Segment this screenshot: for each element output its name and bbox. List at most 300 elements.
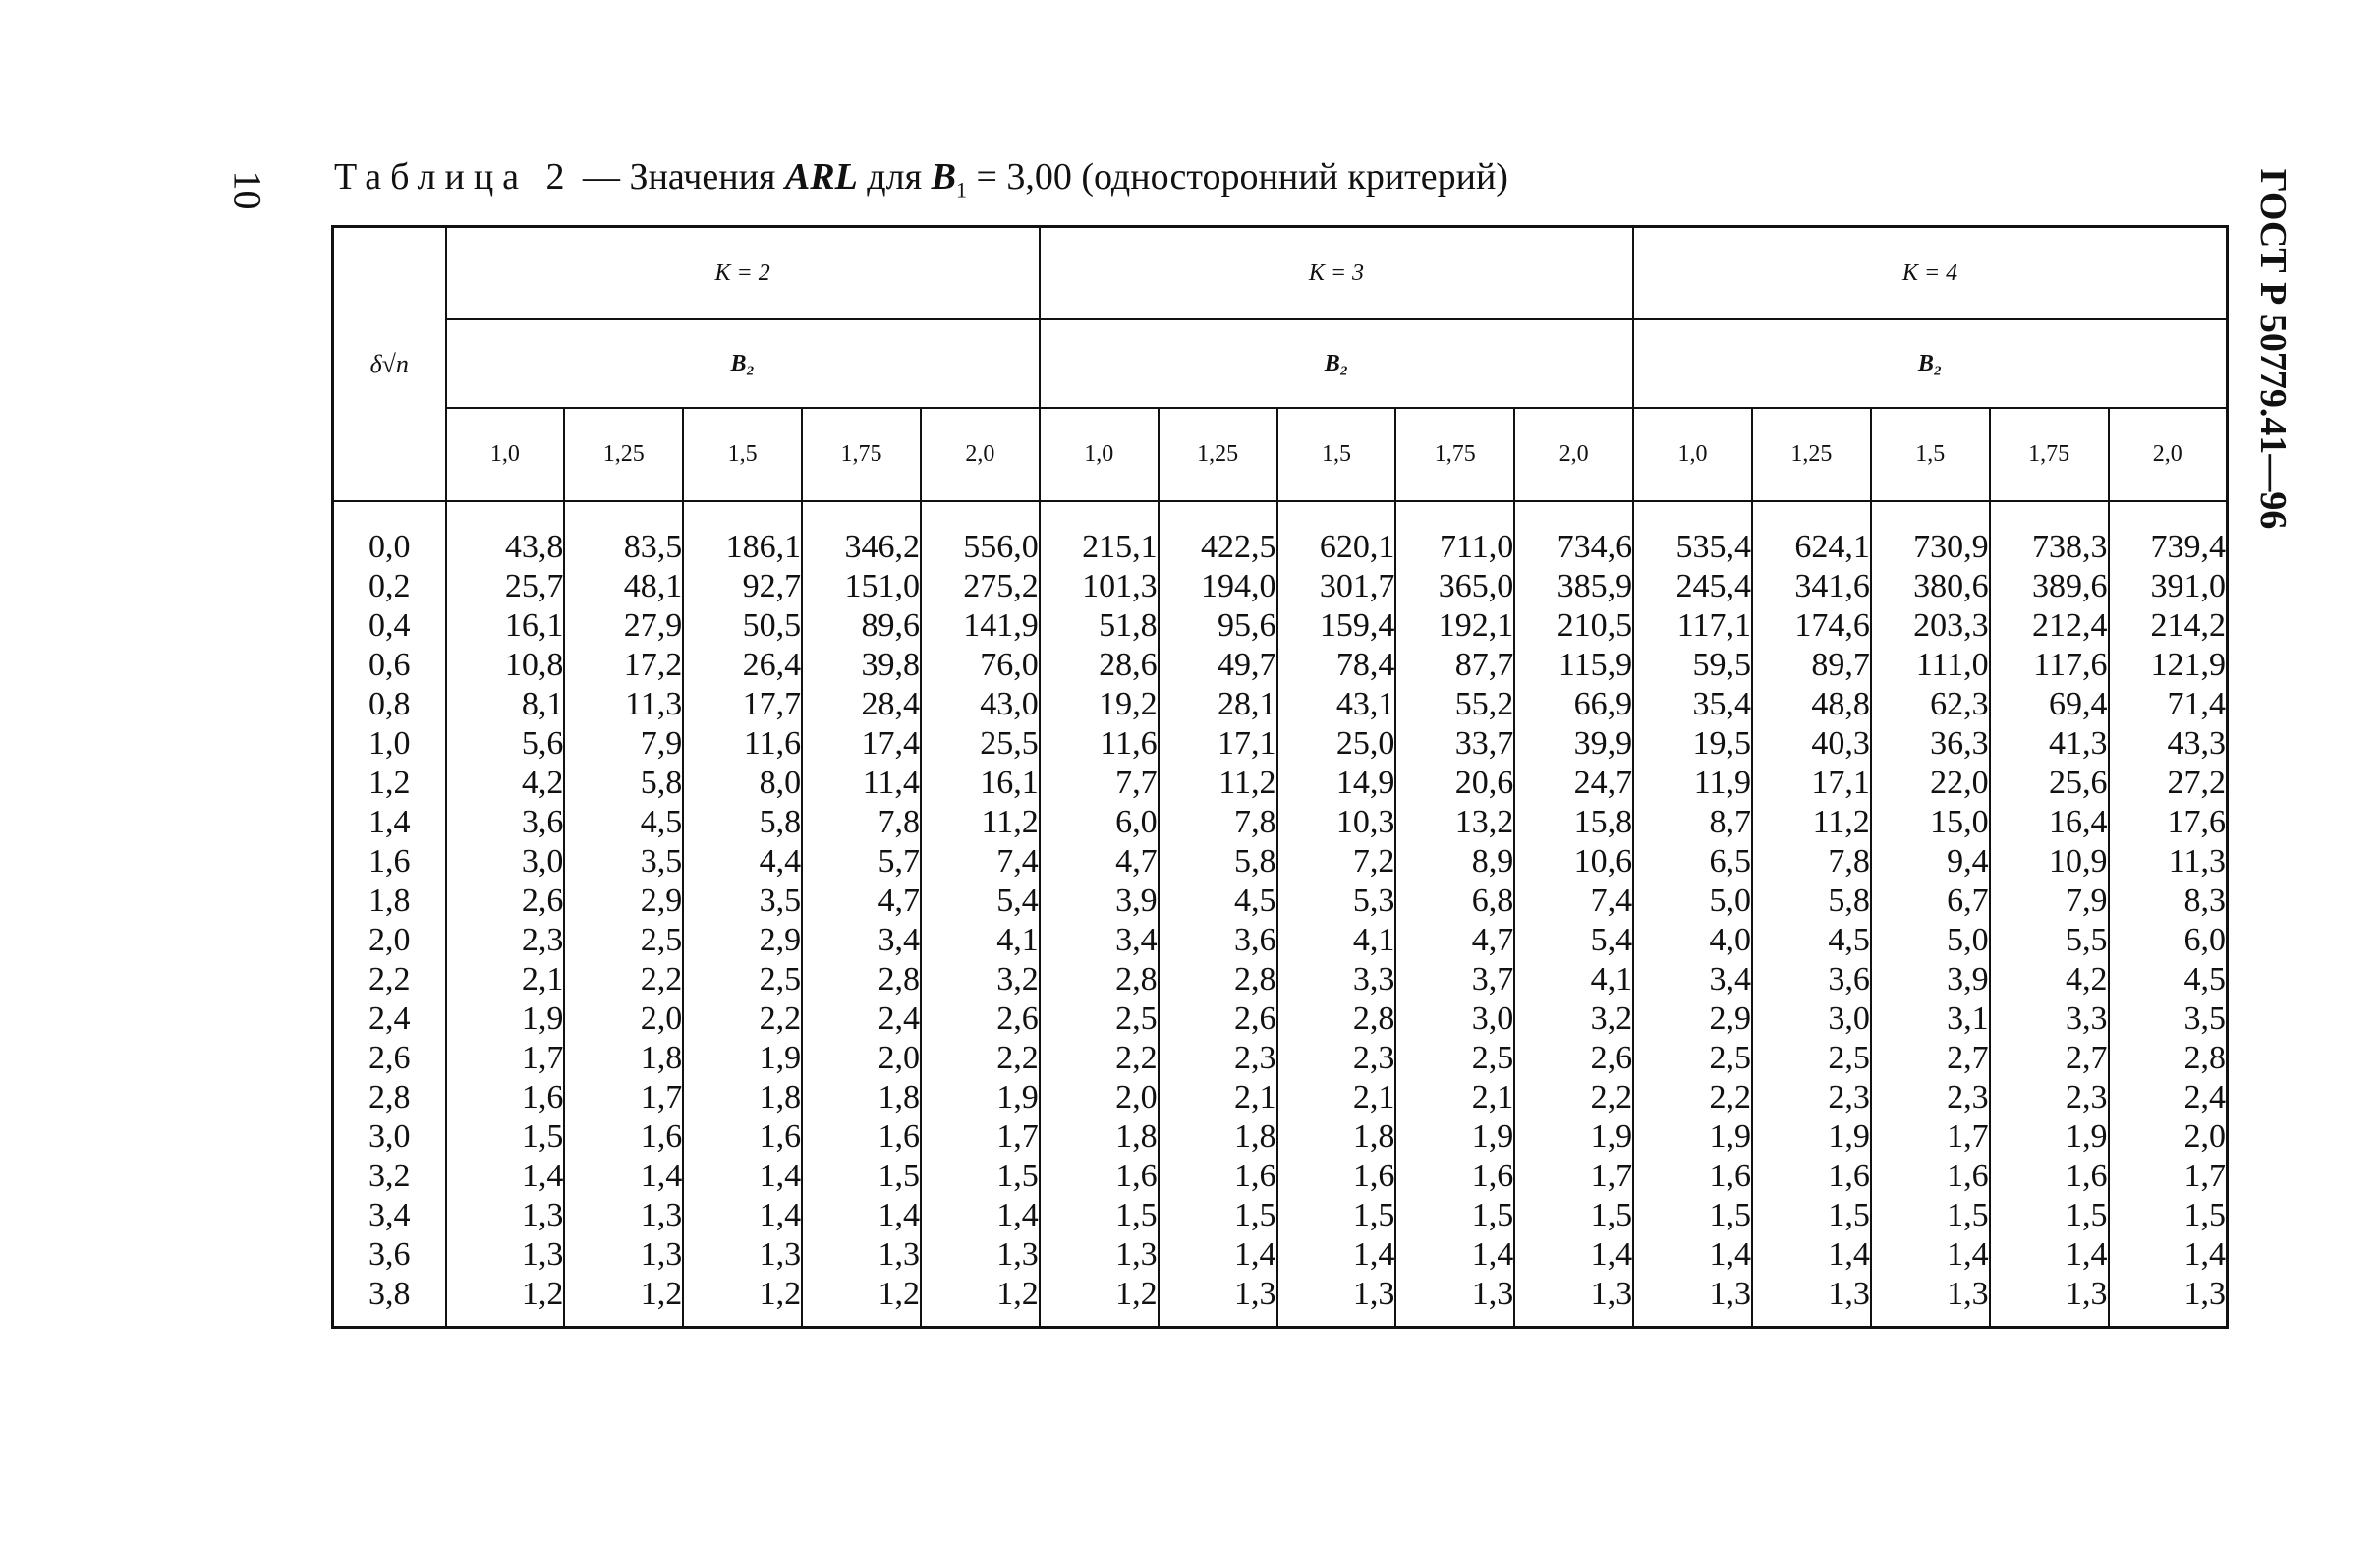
arl-value-cell: 16,1 — [921, 764, 1040, 803]
arl-value-cell: 1,2 — [446, 1275, 565, 1328]
arl-value-cell: 1,4 — [564, 1157, 683, 1196]
arl-value-cell: 1,8 — [802, 1078, 921, 1117]
arl-value-cell: 7,9 — [564, 724, 683, 764]
arl-value-cell: 49,7 — [1159, 646, 1277, 685]
row-label-delta: 2,6 — [333, 1039, 446, 1078]
caption-text-mid: для — [857, 156, 932, 198]
row-label-delta: 0,0 — [333, 501, 446, 567]
arl-value-cell: 10,8 — [446, 646, 565, 685]
arl-value-cell: 11,4 — [802, 764, 921, 803]
arl-value-cell: 5,6 — [446, 724, 565, 764]
b-header-row — [333, 319, 2228, 408]
arl-value-cell: 1,6 — [1990, 1157, 2109, 1196]
arl-value-cell: 13,2 — [1395, 803, 1514, 842]
arl-value-cell: 711,0 — [1395, 501, 1514, 567]
arl-value-cell: 1,6 — [1159, 1157, 1277, 1196]
arl-value-cell: 55,2 — [1395, 685, 1514, 724]
arl-value-cell: 1,9 — [1514, 1117, 1633, 1157]
row-label-delta: 1,6 — [333, 842, 446, 882]
arl-value-cell: 2,5 — [1633, 1039, 1752, 1078]
arl-value-cell: 365,0 — [1395, 567, 1514, 606]
arl-value-cell: 1,6 — [1277, 1157, 1396, 1196]
table-row — [333, 1196, 2228, 1235]
arl-value-cell: 1,5 — [921, 1157, 1040, 1196]
arl-value-cell: 3,3 — [1990, 999, 2109, 1039]
arl-value-cell: 71,4 — [2109, 685, 2228, 724]
caption-b1-subscript: 1 — [955, 177, 967, 202]
arl-value-cell: 1,4 — [446, 1157, 565, 1196]
arl-value-cell: 4,1 — [921, 921, 1040, 960]
arl-value-cell: 1,8 — [1159, 1117, 1277, 1157]
arl-value-cell: 141,9 — [921, 606, 1040, 646]
b2-value-header: 1,5 — [1277, 408, 1396, 501]
arl-value-cell: 5,4 — [1514, 921, 1633, 960]
arl-value-cell: 11,9 — [1633, 764, 1752, 803]
arl-value-cell: 1,5 — [2109, 1196, 2228, 1235]
table-row — [333, 567, 2228, 606]
arl-value-cell: 4,5 — [1752, 921, 1871, 960]
arl-value-cell: 214,2 — [2109, 606, 2228, 646]
arl-value-cell: 28,1 — [1159, 685, 1277, 724]
arl-value-cell: 1,7 — [446, 1039, 565, 1078]
table-row — [333, 1039, 2228, 1078]
arl-value-cell: 1,4 — [2109, 1235, 2228, 1275]
arl-value-cell: 3,2 — [1514, 999, 1633, 1039]
k-group-header: K = 2 — [446, 227, 1040, 320]
arl-value-cell: 50,5 — [683, 606, 802, 646]
arl-value-cell: 1,6 — [1871, 1157, 1990, 1196]
arl-value-cell: 2,0 — [2109, 1117, 2228, 1157]
arl-value-cell: 734,6 — [1514, 501, 1633, 567]
arl-value-cell: 203,3 — [1871, 606, 1990, 646]
arl-value-cell: 389,6 — [1990, 567, 2109, 606]
arl-value-cell: 4,1 — [1514, 960, 1633, 999]
row-label-delta: 2,4 — [333, 999, 446, 1039]
arl-value-cell: 1,3 — [802, 1235, 921, 1275]
arl-value-cell: 3,0 — [446, 842, 565, 882]
row-label-delta: 2,2 — [333, 960, 446, 999]
arl-value-cell: 7,8 — [802, 803, 921, 842]
arl-value-cell: 25,5 — [921, 724, 1040, 764]
arl-value-cell: 6,7 — [1871, 882, 1990, 921]
arl-value-cell: 5,3 — [1277, 882, 1396, 921]
arl-value-cell: 2,2 — [683, 999, 802, 1039]
arl-value-cell: 3,3 — [1277, 960, 1396, 999]
arl-value-cell: 4,2 — [446, 764, 565, 803]
arl-value-cell: 8,1 — [446, 685, 565, 724]
arl-value-cell: 7,7 — [1040, 764, 1159, 803]
arl-value-cell: 26,4 — [683, 646, 802, 685]
arl-value-cell: 186,1 — [683, 501, 802, 567]
arl-value-cell: 3,0 — [1395, 999, 1514, 1039]
arl-value-cell: 5,8 — [1159, 842, 1277, 882]
arl-value-cell: 10,9 — [1990, 842, 2109, 882]
arl-value-cell: 341,6 — [1752, 567, 1871, 606]
b2-value-header: 1,25 — [1159, 408, 1277, 501]
arl-value-cell: 4,4 — [683, 842, 802, 882]
arl-value-cell: 20,6 — [1395, 764, 1514, 803]
table-body — [333, 501, 2228, 1328]
b2-group-header: B₂ — [446, 319, 1040, 408]
arl-value-cell: 1,2 — [1040, 1275, 1159, 1328]
arl-value-cell: 2,9 — [564, 882, 683, 921]
row-label-delta: 1,8 — [333, 882, 446, 921]
table-row — [333, 1275, 2228, 1328]
arl-value-cell: 41,3 — [1990, 724, 2109, 764]
arl-value-cell: 2,3 — [1752, 1078, 1871, 1117]
arl-value-cell: 6,0 — [2109, 921, 2228, 960]
arl-value-cell: 556,0 — [921, 501, 1040, 567]
table-row — [333, 1117, 2228, 1157]
row-header-delta: δ√n — [333, 227, 446, 502]
arl-value-cell: 115,9 — [1514, 646, 1633, 685]
arl-value-cell: 92,7 — [683, 567, 802, 606]
arl-value-cell: 2,5 — [1752, 1039, 1871, 1078]
arl-value-cell: 3,2 — [921, 960, 1040, 999]
arl-value-cell: 27,9 — [564, 606, 683, 646]
arl-value-cell: 1,9 — [683, 1039, 802, 1078]
arl-value-cell: 19,5 — [1633, 724, 1752, 764]
table-row — [333, 1157, 2228, 1196]
page-number: 10 — [225, 170, 270, 210]
row-label-delta: 3,8 — [333, 1275, 446, 1328]
arl-value-cell: 2,1 — [1395, 1078, 1514, 1117]
table-header — [333, 227, 2228, 502]
arl-value-cell: 210,5 — [1514, 606, 1633, 646]
arl-value-cell: 15,8 — [1514, 803, 1633, 842]
arl-value-cell: 43,1 — [1277, 685, 1396, 724]
arl-value-cell: 117,1 — [1633, 606, 1752, 646]
arl-value-cell: 380,6 — [1871, 567, 1990, 606]
arl-value-cell: 1,9 — [1752, 1117, 1871, 1157]
arl-value-cell: 2,6 — [921, 999, 1040, 1039]
arl-value-cell: 33,7 — [1395, 724, 1514, 764]
arl-value-cell: 301,7 — [1277, 567, 1396, 606]
arl-value-cell: 1,4 — [1159, 1235, 1277, 1275]
arl-value-cell: 4,0 — [1633, 921, 1752, 960]
arl-value-cell: 1,5 — [1395, 1196, 1514, 1235]
arl-value-cell: 1,3 — [1752, 1275, 1871, 1328]
table-row — [333, 1235, 2228, 1275]
arl-value-cell: 739,4 — [2109, 501, 2228, 567]
arl-value-cell: 6,5 — [1633, 842, 1752, 882]
arl-value-cell: 5,8 — [683, 803, 802, 842]
arl-value-cell: 3,7 — [1395, 960, 1514, 999]
row-label-delta: 1,0 — [333, 724, 446, 764]
arl-value-cell: 83,5 — [564, 501, 683, 567]
arl-value-cell: 4,7 — [1395, 921, 1514, 960]
row-label-delta: 3,2 — [333, 1157, 446, 1196]
caption-text-prefix: — Значения — [573, 156, 785, 198]
arl-value-cell: 1,7 — [564, 1078, 683, 1117]
arl-value-cell: 1,3 — [564, 1196, 683, 1235]
arl-value-cell: 1,3 — [683, 1235, 802, 1275]
arl-value-cell: 1,3 — [564, 1235, 683, 1275]
arl-value-cell: 159,4 — [1277, 606, 1396, 646]
arl-value-cell: 11,3 — [564, 685, 683, 724]
table-row — [333, 764, 2228, 803]
arl-value-cell: 1,6 — [1395, 1157, 1514, 1196]
arl-value-cell: 5,8 — [564, 764, 683, 803]
arl-value-cell: 48,8 — [1752, 685, 1871, 724]
arl-value-cell: 1,4 — [1277, 1235, 1396, 1275]
arl-value-cell: 3,9 — [1040, 882, 1159, 921]
arl-value-cell: 4,5 — [564, 803, 683, 842]
arl-value-cell: 2,3 — [1871, 1078, 1990, 1117]
arl-value-cell: 1,8 — [564, 1039, 683, 1078]
arl-value-cell: 1,9 — [1990, 1117, 2109, 1157]
arl-value-cell: 1,6 — [683, 1117, 802, 1157]
arl-value-cell: 2,2 — [564, 960, 683, 999]
arl-value-cell: 2,0 — [1040, 1078, 1159, 1117]
arl-value-cell: 25,7 — [446, 567, 565, 606]
arl-value-cell: 2,3 — [446, 921, 565, 960]
arl-value-cell: 39,8 — [802, 646, 921, 685]
arl-value-cell: 1,4 — [683, 1157, 802, 1196]
b2-values-row — [333, 408, 2228, 501]
caption-arl: ARL — [784, 156, 858, 198]
arl-value-cell: 62,3 — [1871, 685, 1990, 724]
table-row — [333, 501, 2228, 567]
arl-value-cell: 89,6 — [802, 606, 921, 646]
arl-value-cell: 7,9 — [1990, 882, 2109, 921]
arl-value-cell: 2,9 — [1633, 999, 1752, 1039]
arl-value-cell: 1,2 — [564, 1275, 683, 1328]
arl-value-cell: 738,3 — [1990, 501, 2109, 567]
row-label-delta: 2,0 — [333, 921, 446, 960]
arl-value-cell: 43,8 — [446, 501, 565, 567]
row-label-delta: 0,2 — [333, 567, 446, 606]
arl-value-cell: 5,8 — [1752, 882, 1871, 921]
arl-value-cell: 192,1 — [1395, 606, 1514, 646]
arl-value-cell: 1,6 — [802, 1117, 921, 1157]
b2-value-header: 1,25 — [564, 408, 683, 501]
arl-value-cell: 2,0 — [802, 1039, 921, 1078]
arl-value-cell: 5,0 — [1633, 882, 1752, 921]
arl-value-cell: 2,8 — [1040, 960, 1159, 999]
arl-value-cell: 1,9 — [446, 999, 565, 1039]
arl-value-cell: 391,0 — [2109, 567, 2228, 606]
arl-value-cell: 1,5 — [1752, 1196, 1871, 1235]
arl-value-cell: 275,2 — [921, 567, 1040, 606]
arl-value-cell: 7,4 — [921, 842, 1040, 882]
arl-value-cell: 4,2 — [1990, 960, 2109, 999]
arl-value-cell: 151,0 — [802, 567, 921, 606]
arl-value-cell: 1,3 — [1871, 1275, 1990, 1328]
arl-value-cell: 624,1 — [1752, 501, 1871, 567]
arl-value-cell: 11,6 — [683, 724, 802, 764]
document-code-text: ГОСТ Р 50779.41—96 — [2252, 168, 2294, 530]
arl-value-cell: 1,5 — [1277, 1196, 1396, 1235]
k-group-header: K = 4 — [1633, 227, 2227, 320]
arl-value-cell: 2,2 — [1514, 1078, 1633, 1117]
arl-value-cell: 1,5 — [802, 1157, 921, 1196]
arl-value-cell: 1,9 — [1633, 1117, 1752, 1157]
arl-value-cell: 17,6 — [2109, 803, 2228, 842]
arl-value-cell: 4,5 — [2109, 960, 2228, 999]
table-row — [333, 724, 2228, 764]
b2-value-header: 1,75 — [1990, 408, 2109, 501]
arl-value-cell: 4,7 — [1040, 842, 1159, 882]
arl-value-cell: 2,2 — [1633, 1078, 1752, 1117]
b2-value-header: 1,75 — [802, 408, 921, 501]
arl-value-cell: 2,8 — [802, 960, 921, 999]
arl-value-cell: 1,3 — [2109, 1275, 2228, 1328]
arl-value-cell: 730,9 — [1871, 501, 1990, 567]
table-row — [333, 882, 2228, 921]
arl-value-cell: 1,4 — [802, 1196, 921, 1235]
arl-value-cell: 7,2 — [1277, 842, 1396, 882]
arl-value-cell: 51,8 — [1040, 606, 1159, 646]
arl-value-cell: 11,2 — [921, 803, 1040, 842]
arl-value-cell: 24,7 — [1514, 764, 1633, 803]
arl-value-cell: 422,5 — [1159, 501, 1277, 567]
arl-value-cell: 2,5 — [1395, 1039, 1514, 1078]
arl-value-cell: 1,3 — [921, 1235, 1040, 1275]
arl-value-cell: 2,1 — [1277, 1078, 1396, 1117]
arl-value-cell: 174,6 — [1752, 606, 1871, 646]
arl-value-cell: 76,0 — [921, 646, 1040, 685]
arl-value-cell: 43,0 — [921, 685, 1040, 724]
arl-value-cell: 3,6 — [1159, 921, 1277, 960]
arl-value-cell: 3,5 — [564, 842, 683, 882]
arl-value-cell: 3,4 — [1633, 960, 1752, 999]
arl-value-cell: 2,0 — [564, 999, 683, 1039]
arl-value-cell: 89,7 — [1752, 646, 1871, 685]
arl-value-cell: 1,7 — [1514, 1157, 1633, 1196]
arl-value-cell: 11,2 — [1752, 803, 1871, 842]
arl-value-cell: 3,6 — [1752, 960, 1871, 999]
arl-value-cell: 3,1 — [1871, 999, 1990, 1039]
arl-value-cell: 2,5 — [683, 960, 802, 999]
arl-value-cell: 11,6 — [1040, 724, 1159, 764]
arl-value-cell: 117,6 — [1990, 646, 2109, 685]
row-label-delta: 3,6 — [333, 1235, 446, 1275]
arl-value-cell: 2,7 — [1871, 1039, 1990, 1078]
arl-value-cell: 1,7 — [2109, 1157, 2228, 1196]
b2-value-header: 1,5 — [1871, 408, 1990, 501]
arl-value-cell: 87,7 — [1395, 646, 1514, 685]
row-label-delta: 2,8 — [333, 1078, 446, 1117]
k-group-header: K = 3 — [1040, 227, 1633, 320]
arl-value-cell: 5,4 — [921, 882, 1040, 921]
arl-value-cell: 69,4 — [1990, 685, 2109, 724]
arl-value-cell: 8,0 — [683, 764, 802, 803]
arl-value-cell: 11,2 — [1159, 764, 1277, 803]
arl-value-cell: 1,3 — [1277, 1275, 1396, 1328]
row-label-delta: 0,8 — [333, 685, 446, 724]
arl-value-cell: 66,9 — [1514, 685, 1633, 724]
table-row — [333, 606, 2228, 646]
arl-value-cell: 1,3 — [1990, 1275, 2109, 1328]
arl-value-cell: 27,2 — [2109, 764, 2228, 803]
arl-value-cell: 5,5 — [1990, 921, 2109, 960]
arl-value-cell: 121,9 — [2109, 646, 2228, 685]
b2-value-header: 1,0 — [1040, 408, 1159, 501]
arl-value-cell: 1,4 — [683, 1196, 802, 1235]
arl-value-cell: 3,6 — [446, 803, 565, 842]
arl-value-cell: 1,3 — [1159, 1275, 1277, 1328]
arl-table — [331, 225, 2229, 1329]
b2-value-header: 2,0 — [2109, 408, 2228, 501]
arl-value-cell: 19,2 — [1040, 685, 1159, 724]
arl-value-cell: 78,4 — [1277, 646, 1396, 685]
arl-value-cell: 2,8 — [1277, 999, 1396, 1039]
arl-value-cell: 8,9 — [1395, 842, 1514, 882]
table-row — [333, 999, 2228, 1039]
arl-value-cell: 39,9 — [1514, 724, 1633, 764]
arl-value-cell: 2,5 — [1040, 999, 1159, 1039]
arl-value-cell: 28,4 — [802, 685, 921, 724]
arl-value-cell: 620,1 — [1277, 501, 1396, 567]
arl-value-cell: 1,8 — [683, 1078, 802, 1117]
b2-value-header: 2,0 — [1514, 408, 1633, 501]
arl-value-cell: 1,2 — [802, 1275, 921, 1328]
row-label-delta: 1,4 — [333, 803, 446, 842]
arl-value-cell: 346,2 — [802, 501, 921, 567]
arl-value-cell: 194,0 — [1159, 567, 1277, 606]
arl-value-cell: 17,1 — [1752, 764, 1871, 803]
arl-value-cell: 1,9 — [921, 1078, 1040, 1117]
arl-value-cell: 1,2 — [683, 1275, 802, 1328]
table-caption — [334, 155, 1508, 203]
arl-value-cell: 2,4 — [2109, 1078, 2228, 1117]
table-row — [333, 842, 2228, 882]
arl-value-cell: 3,4 — [802, 921, 921, 960]
arl-value-cell: 101,3 — [1040, 567, 1159, 606]
arl-value-cell: 1,5 — [1871, 1196, 1990, 1235]
arl-value-cell: 1,5 — [1633, 1196, 1752, 1235]
b2-value-header: 2,0 — [921, 408, 1040, 501]
arl-value-cell: 1,6 — [446, 1078, 565, 1117]
arl-value-cell: 2,8 — [1159, 960, 1277, 999]
arl-value-cell: 6,0 — [1040, 803, 1159, 842]
arl-value-cell: 3,0 — [1752, 999, 1871, 1039]
table-row — [333, 803, 2228, 842]
arl-value-cell: 1,5 — [1990, 1196, 2109, 1235]
arl-value-cell: 2,3 — [1159, 1039, 1277, 1078]
arl-value-cell: 7,8 — [1159, 803, 1277, 842]
arl-value-cell: 1,4 — [1990, 1235, 2109, 1275]
arl-value-cell: 1,5 — [1040, 1196, 1159, 1235]
document-code — [2229, 168, 2317, 530]
arl-value-cell: 1,4 — [1395, 1235, 1514, 1275]
arl-value-cell: 3,5 — [683, 882, 802, 921]
arl-value-cell: 1,3 — [1633, 1275, 1752, 1328]
arl-value-cell: 7,8 — [1752, 842, 1871, 882]
arl-value-cell: 4,7 — [802, 882, 921, 921]
arl-value-cell: 16,1 — [446, 606, 565, 646]
arl-value-cell: 43,3 — [2109, 724, 2228, 764]
arl-value-cell: 15,0 — [1871, 803, 1990, 842]
arl-value-cell: 385,9 — [1514, 567, 1633, 606]
b2-value-header: 1,25 — [1752, 408, 1871, 501]
table-row — [333, 685, 2228, 724]
arl-value-cell: 2,6 — [1514, 1039, 1633, 1078]
b2-group-header: B₂ — [1633, 319, 2227, 408]
arl-value-cell: 36,3 — [1871, 724, 1990, 764]
arl-value-cell: 1,2 — [921, 1275, 1040, 1328]
arl-value-cell: 25,6 — [1990, 764, 2109, 803]
arl-value-cell: 95,6 — [1159, 606, 1277, 646]
table-row — [333, 921, 2228, 960]
caption-text-suffix: = 3,00 (односторонний критерий) — [966, 156, 1508, 198]
arl-value-cell: 1,5 — [1159, 1196, 1277, 1235]
arl-value-cell: 48,1 — [564, 567, 683, 606]
caption-label: Таблица 2 — [334, 156, 574, 198]
arl-value-cell: 111,0 — [1871, 646, 1990, 685]
arl-value-cell: 2,2 — [1040, 1039, 1159, 1078]
